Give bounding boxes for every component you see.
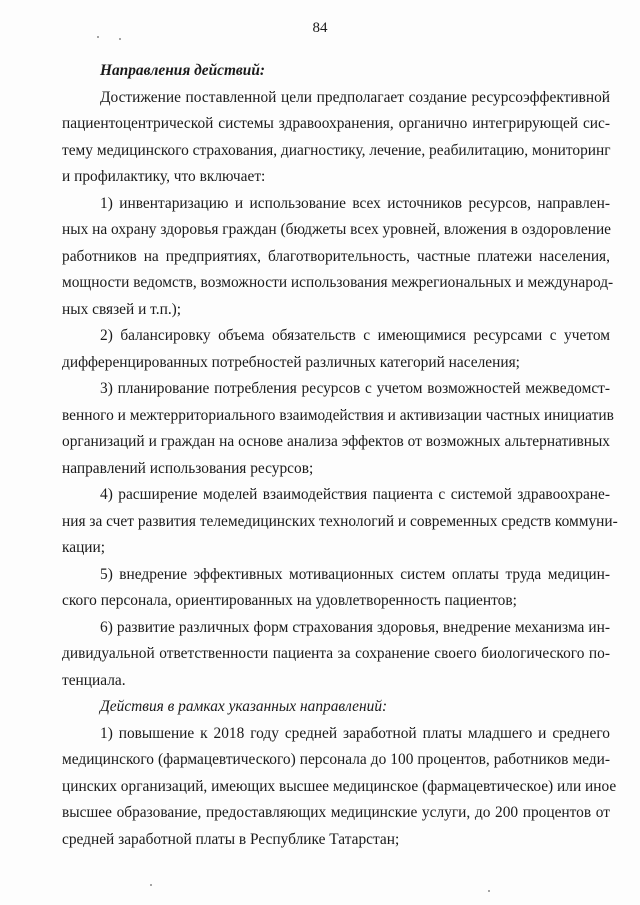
scan-speck [488,890,490,892]
text-line: дифференцированных потребностей различных категорий населения; [62,353,520,371]
text-line: направлений использования ресурсов; [62,459,314,477]
text-line: Достижение поставленной цели предполагает создание ресурсоэффективной [100,88,610,106]
scan-speck [119,38,121,40]
text-line: и профилактику, что включает: [62,168,266,185]
scan-speck [150,884,152,886]
document-body [62,58,618,853]
intro-paragraph [62,85,610,191]
page-number: 84 [312,20,328,36]
text-line: тенциала. [62,671,126,689]
subsection-heading: Действия в рамках указанных направлений: [100,698,388,715]
text-line: средней заработной платы в Республике Татарстан; [62,830,400,848]
text-line: ных на охрану здоровья граждан (бюджеты всех уровней, вложения в оздоровление [62,221,612,238]
list-item [62,482,618,562]
text-line: 5) внедрение эффективных мотивационных систем оплаты труда медицин- [100,565,610,583]
text-line: венного и межтерриториального взаимодействия и активизации частных инициатив [62,406,614,424]
list-item [62,376,614,482]
text-line: 3) планирование потребления ресурсов с учетом возможностей межведомст- [100,380,610,397]
text-line: ского персонала, ориентированных на удовлетворенность пациентов; [62,592,517,609]
text-line: 2) балансировку объема обязательств с имеющимися ресурсами с учетом [100,327,610,344]
text-line: 1) инвентаризацию и использование всех источников ресурсов, направлен- [100,194,610,212]
text-line: дивидуальной ответственности пациента за сохранение своего биологического по- [62,645,610,662]
list-item [62,323,610,376]
text-line: высшее образование, предоставляющих медицинские услуги, до 200 процентов от [62,804,610,821]
text-line: ных связей и т.п.); [62,300,182,318]
list-item [62,562,610,615]
text-line: работников на предприятиях, благотворительность, частные платежи населения, [62,247,610,265]
scan-speck [97,36,99,38]
list-item [62,191,614,324]
text-line: мощности ведомств, возможности использования межрегиональных и международ- [62,274,614,291]
text-line: ния за счет развития телемедицинских технологий и современных средств коммуни- [62,512,618,530]
text-line: тему медицинского страхования, диагностику, лечение, реабилитацию, мониторинг [62,141,611,159]
text-line: 6) развитие различных форм страхования здоровья, внедрение механизма ин- [100,618,610,636]
text-line: кации; [62,539,106,556]
text-line: 4) расширение моделей взаимодействия пациента с системой здравоохране- [100,486,610,503]
text-line: организаций и граждан на основе анализа эффектов от возможных альтернативных [62,433,610,450]
section-heading: Направления действий: [100,62,266,79]
text-line: медицинского (фармацевтического) персонала до 100 процентов, работников меди- [62,751,610,768]
text-line: пациентоцентрической системы здравоохранения, органично интегрирующей сис- [62,115,610,132]
list-item [62,721,617,854]
list-item [62,615,610,695]
text-line: цинских организаций, имеющих высшее медицинское (фармацевтическое) или иное [62,777,617,795]
text-line: 1) повышение к 2018 году средней заработной платы младшего и среднего [100,724,610,742]
